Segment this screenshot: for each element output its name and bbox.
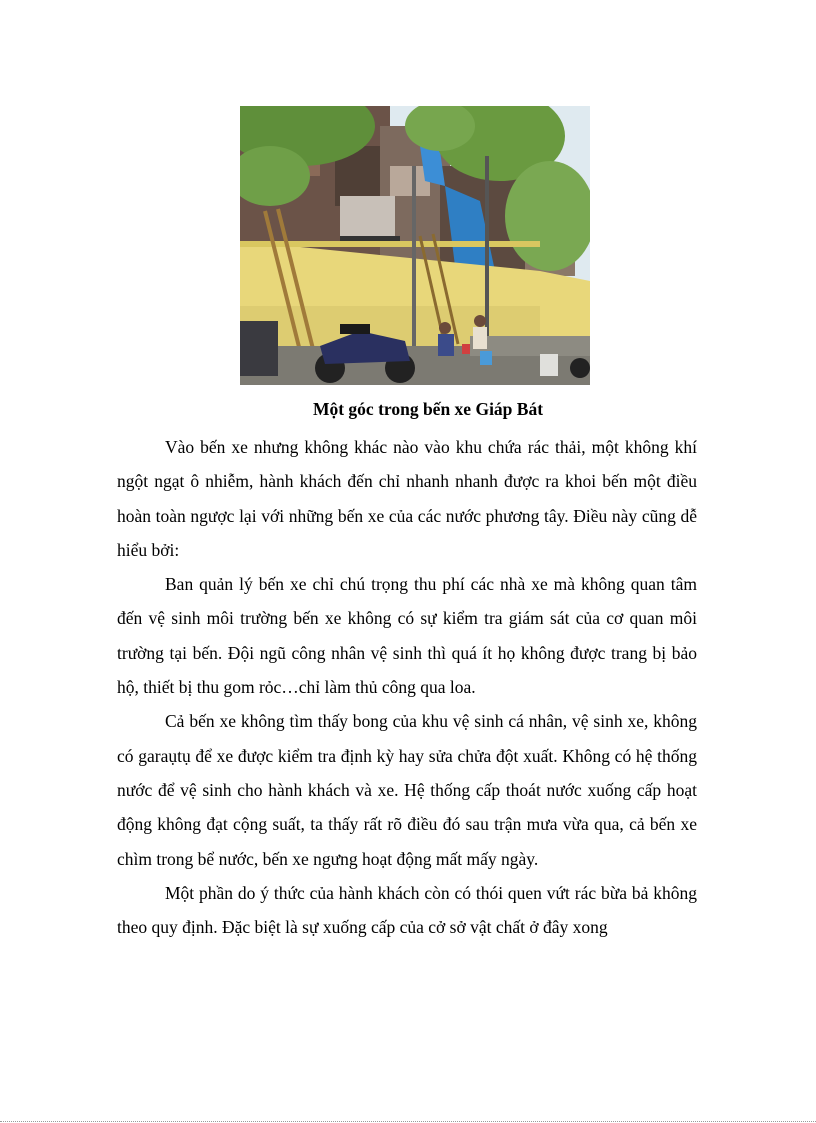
page-bottom-rule bbox=[0, 1121, 816, 1122]
paragraph-2: Ban quản lý bến xe chỉ chú trọng thu phí các nhà xe mà không quan tâm đến vệ sinh môi trường bến xe không có sự kiểm tra giám sát của cơ quan môi trường tại bến. Đội ngũ công nhân vệ sinh thì quá ít họ không được trang bị bảo hộ, thiết bị thu gom rỏc…chỉ làm thủ công qua loa. bbox=[117, 574, 697, 698]
street-scene-photo-icon bbox=[240, 106, 590, 385]
figure-caption: Một góc trong bến xe Giáp Bát bbox=[312, 399, 544, 419]
bus-station-photo bbox=[240, 106, 590, 385]
paragraph-3: Cả bến xe không tìm thấy bong của khu vệ sinh cá nhân, vệ sinh xe, không có garaụtụ để xe được kiểm tra định kỳ hay sửa chửa đột xuất. Không có hệ thống nước để vệ sinh cho hành khách và xe. Hệ thống cấp thoát nước xuống cấp hoạt động không đạt cộng suất, ta thấy rất rõ điều đó sau trận mưa vừa qua, cả bến xe chìm trong bể nước, bến xe ngưng hoạt động mất mấy ngày. bbox=[117, 711, 697, 869]
paragraph-1: Vào bến xe nhưng không khác nào vào khu chứa rác thải, một không khí ngột ngạt ô nhiễm, hành khách đến chỉ nhanh nhanh được ra khoi bến một điều hoàn toàn ngược lại với những bến xe của các nước phương tây. Điều này cũng dễ hiểu bởi: bbox=[117, 437, 697, 560]
body-text bbox=[117, 430, 697, 944]
paragraph-4: Một phần do ý thức của hành khách còn có thói quen vứt rác bừa bả không theo quy định. Đặc biệt là sự xuống cấp của cở sở vật chất ở đây xong bbox=[117, 882, 697, 938]
